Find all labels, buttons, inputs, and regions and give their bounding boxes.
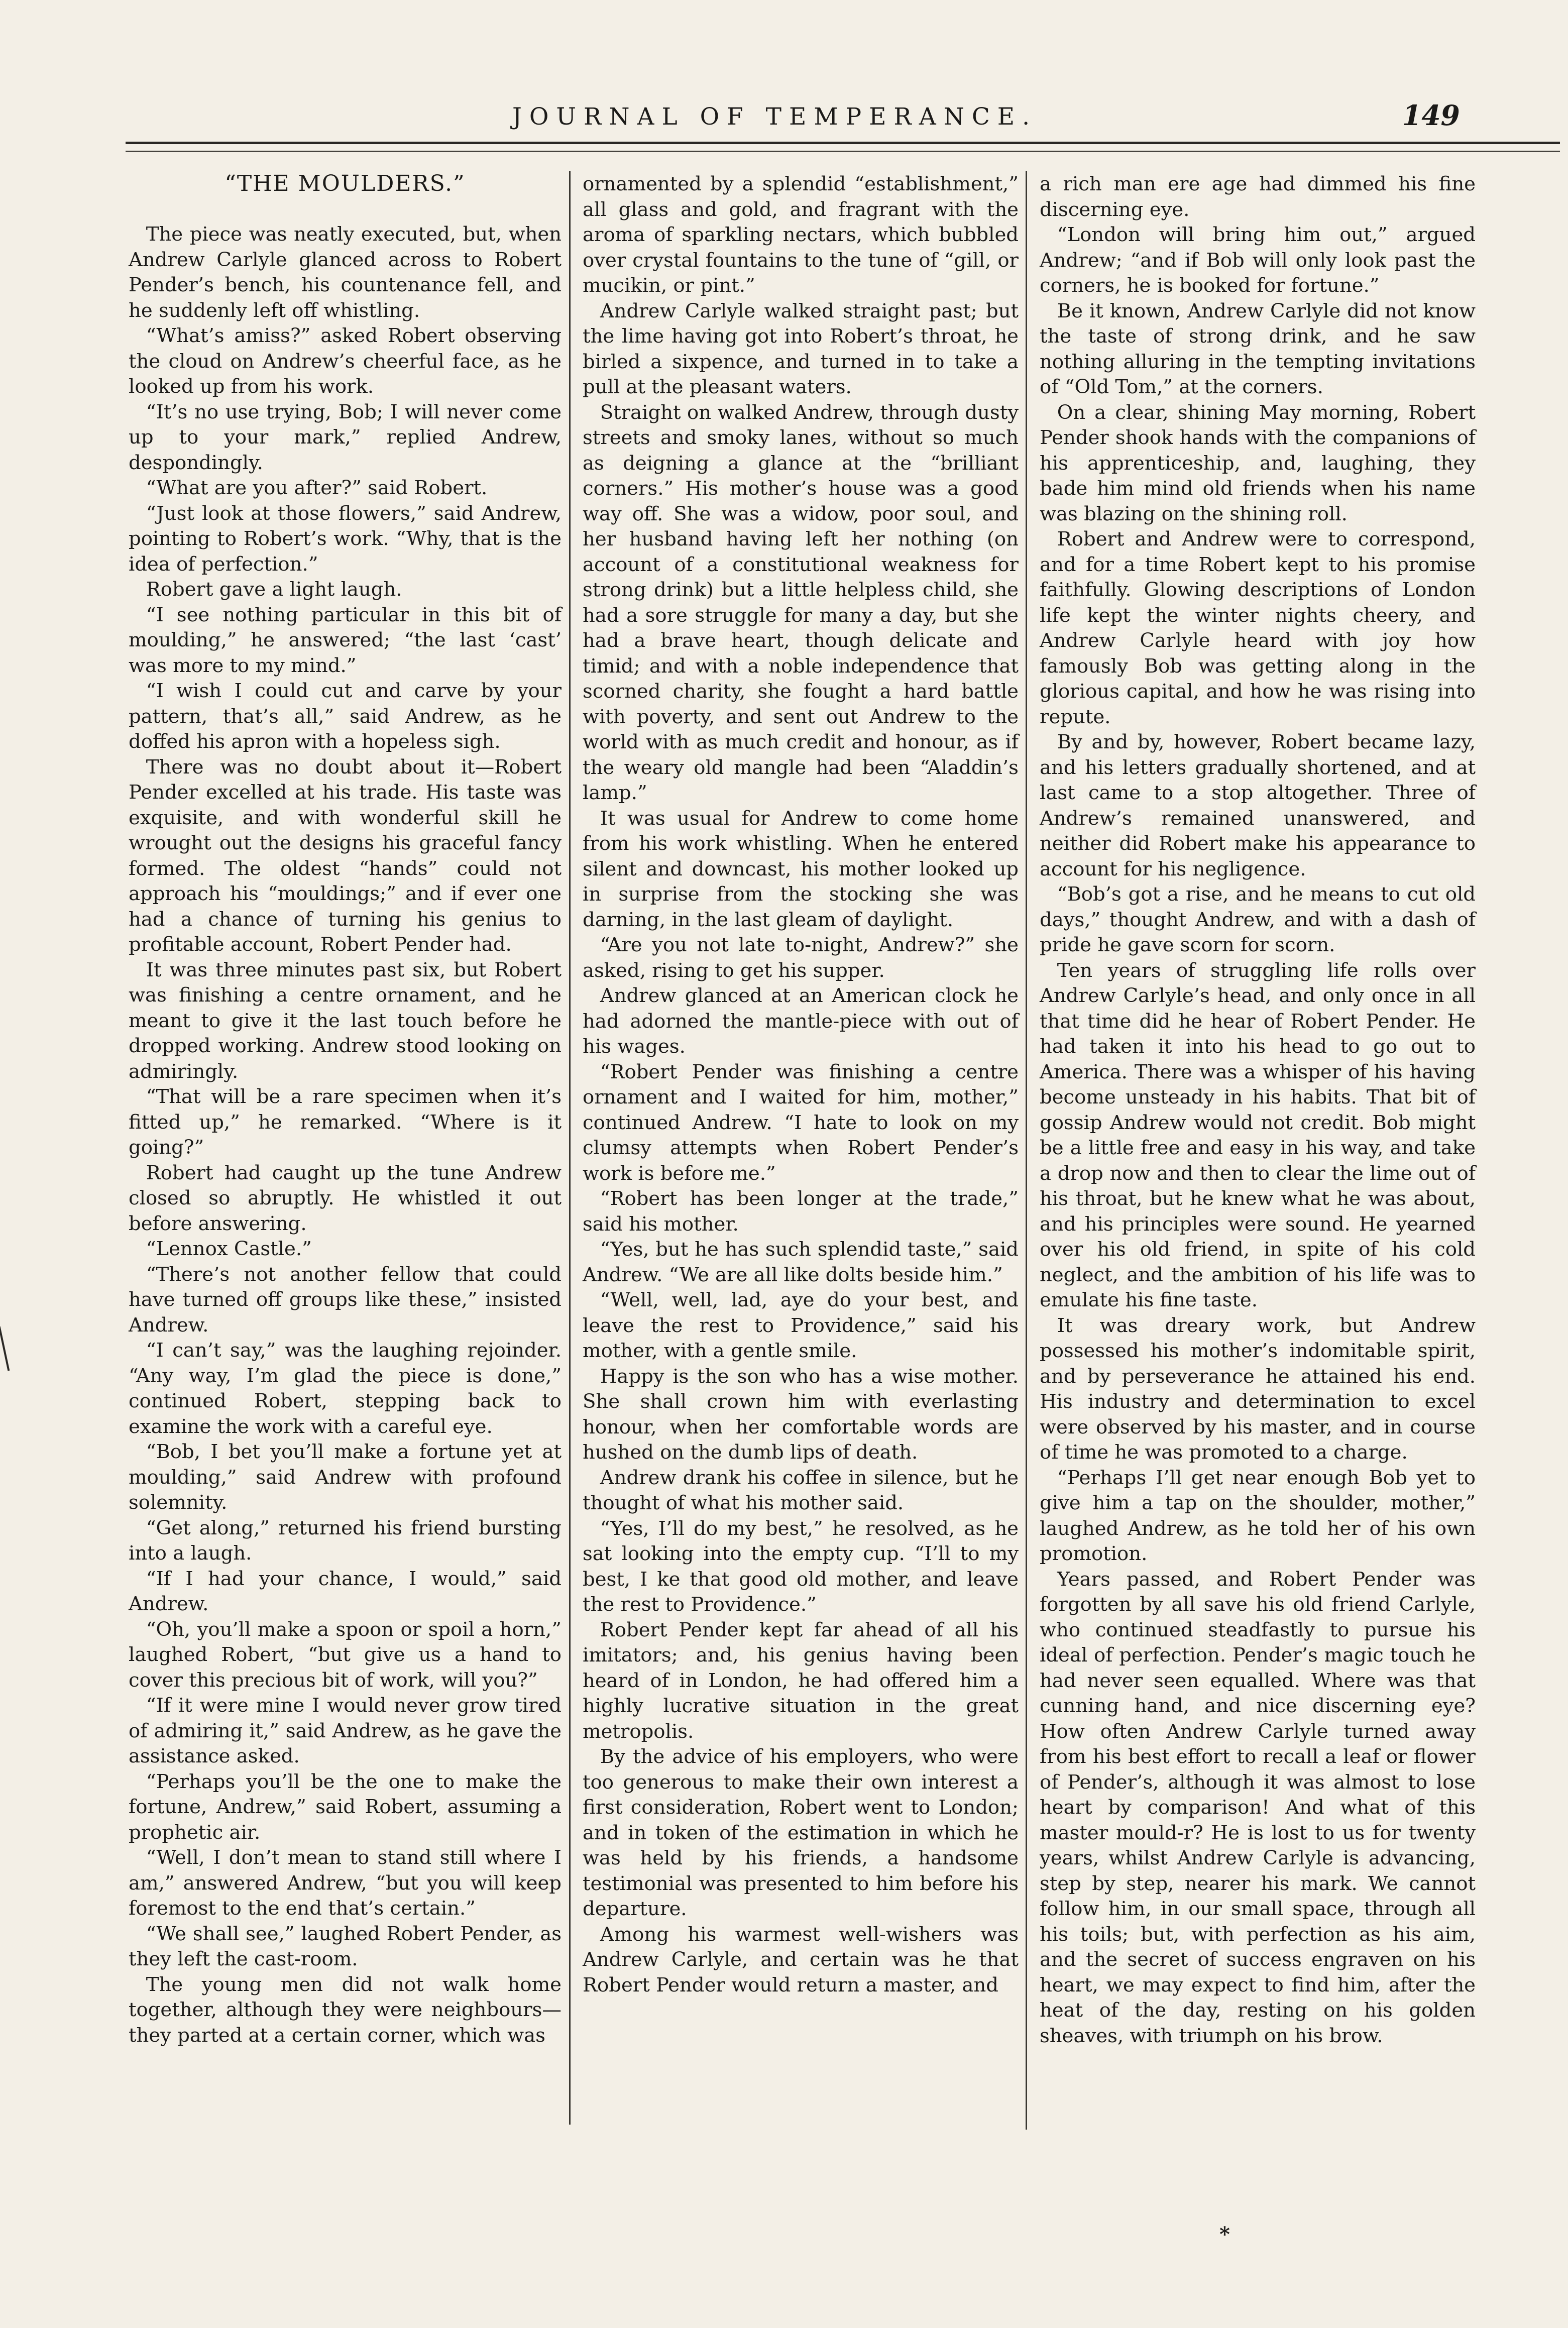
paragraph: “Perhaps you’ll be the one to make the fortune, Andrew,” said Robert, assuming a prophetic air. <box>129 1770 562 1844</box>
paragraph: “We shall see,” laughed Robert Pender, as they left the cast-room. <box>129 1922 562 1970</box>
paragraph: “There’s not another fellow that could have turned off groups like these,” insisted Andrew. <box>129 1263 562 1337</box>
footer-asterisk: * <box>1219 2223 1230 2246</box>
paragraph: Ten years of struggling life rolls over Andrew Carlyle’s head, and only once in all that time did he hear of Robert Pender. He had taken it into his head to go out to America. There was a whisper of his having become unsteady in his habits. That bit of gossip Andrew would not credit. Bob might be a little free and easy in his way, and take a drop now and then to clear the lime out of his throat, but he knew what he was about, and his principles were sound. He yearned over his old friend, in spite of his cold neglect, and the ambition of his life was to emulate his fine taste. <box>1040 959 1476 1311</box>
paragraph: “Well, well, lad, aye do your best, and leave the rest to Providence,” said his mother, with a gentle smile. <box>583 1289 1019 1362</box>
paragraph: “I can’t say,” was the laughing rejoinder. “Any way, I’m glad the piece is done,” continued Robert, stepping back to examine the work with a careful eye. <box>129 1339 562 1438</box>
paragraph: It was three minutes past six, but Robert was finishing a centre ornament, and he meant to give it the last touch before he dropped working. Andrew stood looking on admiringly. <box>129 958 562 1083</box>
paragraph: “London will bring him out,” argued Andrew; “and if Bob will only look past the corners, he is booked for fortune.” <box>1040 224 1476 297</box>
column-divider-left <box>569 171 571 2125</box>
paragraph: “Bob’s got a rise, and he means to cut old days,” thought Andrew, and with a dash of pride he gave scorn for scorn. <box>1040 883 1476 956</box>
paragraph: “Get along,” returned his friend bursting into a laugh. <box>129 1516 562 1565</box>
paragraph: Robert had caught up the tune Andrew closed so abruptly. He whistled it out before answering. <box>129 1161 562 1235</box>
paragraph: “Oh, you’ll make a spoon or spoil a horn,” laughed Robert, “but give us a hand to cover this precious bit of work, will you?” <box>129 1618 562 1692</box>
column-divider-right <box>1026 171 1027 2130</box>
paragraph: Andrew glanced at an American clock he had adorned the mantle-piece with out of his wages. <box>583 984 1019 1058</box>
paragraph: “If it were mine I would never grow tired of admiring it,” said Andrew, as he gave the assistance asked. <box>129 1694 562 1767</box>
column-3 <box>1040 172 1476 2049</box>
column-2 <box>583 172 1019 1998</box>
column-1 <box>129 171 562 2048</box>
column-1-paragraphs <box>129 222 562 2048</box>
paragraph: By the advice of his employers, who were too generous to make their own interest a first consideration, Robert went to London; and in token of the estimation in which he was held by his friends, a handsome testimonial was presented to him before his departure. <box>583 1745 1019 1920</box>
column-3-paragraphs <box>1040 172 1476 2049</box>
paragraph: a rich man ere age had dimmed his fine discerning eye. <box>1040 173 1476 221</box>
paragraph: “That will be a rare specimen when it’s fitted up,” he remarked. “Where is it going?” <box>129 1085 562 1159</box>
paragraph: It was dreary work, but Andrew possessed his mother’s indomitable spirit, and by perseverance he attained his end. His industry and determination to excel were observed by his master, and in course of time he was promoted to a charge. <box>1040 1314 1476 1464</box>
paragraph: “I see nothing particular in this bit of moulding,” he answered; “the last ‘cast’ was more to my mind.” <box>129 603 562 677</box>
header-rule-thick <box>126 142 1560 144</box>
paragraph: ornamented by a splendid “establishment,” all glass and gold, and fragrant with the aroma of sparkling nectars, which bubbled over crystal fountains to the tune of “gill, or mucikin, or pint.” <box>583 173 1019 297</box>
paragraph: “Well, I don’t mean to stand still where I am,” answered Andrew, “but you will keep foremost to the end that’s certain.” <box>129 1846 562 1920</box>
paragraph: It was usual for Andrew to come home from his work whistling. When he entered silent and downcast, his mother looked up in surprise from the stocking she was darning, in the last gleam of daylight. <box>583 807 1019 931</box>
paragraph: “Perhaps I’ll get near enough Bob yet to give him a tap on the shoulder, mother,” laughed Andrew, as he told her of his own promotion. <box>1040 1466 1476 1565</box>
paragraph: “Yes, I’ll do my best,” he resolved, as he sat looking into the empty cup. “I’ll to my best, I ke that good old mother, and leave the rest to Providence.” <box>583 1517 1019 1616</box>
paragraph: “Lennox Castle.” <box>146 1238 312 1260</box>
paragraph: Happy is the son who has a wise mother. She shall crown him with everlasting honour, when her comfortable words are hushed on the dumb lips of death. <box>583 1365 1019 1464</box>
paragraph: The young men did not walk home together, although they were neighbours—they parted at a certain corner, which was <box>129 1973 562 2047</box>
paragraph: “Bob, I bet you’ll make a fortune yet at moulding,” said Andrew with profound solemnity. <box>129 1440 562 1514</box>
paragraph: “Robert has been longer at the trade,” said his mother. <box>583 1187 1019 1236</box>
paragraph: Andrew Carlyle walked straight past; but the lime having got into Robert’s throat, he birled a sixpence, and turned in to take a pull at the pleasant waters. <box>583 299 1019 398</box>
paragraph: “It’s no use trying, Bob; I will never come up to your mark,” replied Andrew, despondingly. <box>129 400 562 474</box>
paragraph: There was no doubt about it—Robert Pender excelled at his trade. His taste was exquisite, and with wonderful skill he wrought out the designs his graceful fancy formed. The oldest “hands” could not approach his “mouldings;” and if ever one had a chance of turning his genius to profitable account, Robert Pender had. <box>129 755 562 956</box>
paragraph: “Robert Pender was finishing a centre ornament and I waited for him, mother,” continued Andrew. “I hate to look on my clumsy attempts when Robert Pender’s work is before me.” <box>583 1060 1019 1185</box>
paragraph: Robert gave a light laugh. <box>146 578 402 601</box>
paragraph: Straight on walked Andrew, through dusty streets and smoky lanes, without so much as deigning a glance at the “brilliant corners.” His mother’s house was a good way off. She was a widow, poor soul, and her husband having left her nothing (on account of a constitutional weakness for strong drink) but a little helpless child, she had a sore struggle for many a day, but she had a brave heart, though delicate and timid; and with a noble independence that scorned charity, she fought a hard battle with poverty, and sent out Andrew to the world with as much credit and honour, as if the weary old mangle had been “Aladdin’s lamp.” <box>583 401 1019 804</box>
paragraph: “Yes, but he has such splendid taste,” said Andrew. “We are all like dolts beside him.” <box>583 1238 1019 1286</box>
paragraph: Robert and Andrew were to correspond, and for a time Robert kept to his promise faithfully. Glowing descriptions of London life kept the winter nights cheery, and Andrew Carlyle heard with joy how famously Bob was getting along in the glorious capital, and how he was rising into repute. <box>1040 528 1476 728</box>
article-title: “THE MOULDERS.” <box>225 171 466 196</box>
paragraph: Among his warmest well-wishers was Andrew Carlyle, and certain was he that Robert Pender would return a master, and <box>583 1923 1019 1997</box>
paragraph: On a clear, shining May morning, Robert Pender shook hands with the companions of his apprenticeship, and, laughing, they bade him mind old friends when his name was blazing on the shining roll. <box>1040 401 1476 525</box>
journal-title: JOURNAL OF TEMPERANCE. <box>512 103 1038 131</box>
page-number: 149 <box>1402 99 1460 132</box>
column-2-paragraphs <box>583 172 1019 1998</box>
paragraph: By and by, however, Robert became lazy, and his letters gradually shortened, and at last came to a stop altogether. Three of Andrew’s remained unanswered, and neither did Robert make his appearance to account for his negligence. <box>1040 731 1476 880</box>
header-rule-thin <box>126 151 1560 152</box>
paragraph: “I wish I could cut and carve by your pattern, that’s all,” said Andrew, as he doffed his apron with a hopeless sigh. <box>129 680 562 753</box>
margin-pencil-mark <box>0 1326 10 1371</box>
paragraph: Robert Pender kept far ahead of all his imitators; and, his genius having been heard of in London, he had offered him a highly lucrative situation in the great metropolis. <box>583 1618 1019 1743</box>
paragraph: “If I had your chance, I would,” said Andrew. <box>129 1567 562 1615</box>
paragraph: “Just look at those flowers,” said Andrew, pointing to Robert’s work. “Why, that is the idea of perfection.” <box>129 502 562 576</box>
paragraph: “What’s amiss?” asked Robert observing the cloud on Andrew’s cheerful face, as he looked up from his work. <box>129 324 562 398</box>
running-head <box>121 99 1567 133</box>
paragraph: Be it known, Andrew Carlyle did not know the taste of strong drink, and he saw nothing alluring in the tempting invitations of “Old Tom,” at the corners. <box>1040 299 1476 398</box>
paragraph: The piece was neatly executed, but, when Andrew Carlyle glanced across to Robert Pender’s bench, his countenance fell, and he suddenly left off whistling. <box>129 223 562 322</box>
paragraph: “Are you not late to-night, Andrew?” she asked, rising to get his supper. <box>583 934 1019 982</box>
paragraph: Andrew drank his coffee in silence, but he thought of what his mother said. <box>583 1466 1019 1514</box>
paragraph: Years passed, and Robert Pender was forgotten by all save his old friend Carlyle, who continued steadfastly to pursue his ideal of perfection. Pender’s magic touch he had never seen equalled. Where was that cunning hand, and nice discerning eye? How often Andrew Carlyle turned away from his best effort to recall a leaf or flower of Pender’s, although it was almost to lose heart by comparison! And what of this master mould-r? He is lost to us for twenty years, whilst Andrew Carlyle is advancing, step by step, nearer his mark. We cannot follow him, in our small space, through all his toils; but, with perfection as his aim, and the secret of success engraven on his heart, we may expect to find him, after the heat of the day, resting on his golden sheaves, with triumph on his brow. <box>1040 1568 1476 2047</box>
paragraph: “What are you after?” said Robert. <box>146 477 488 499</box>
